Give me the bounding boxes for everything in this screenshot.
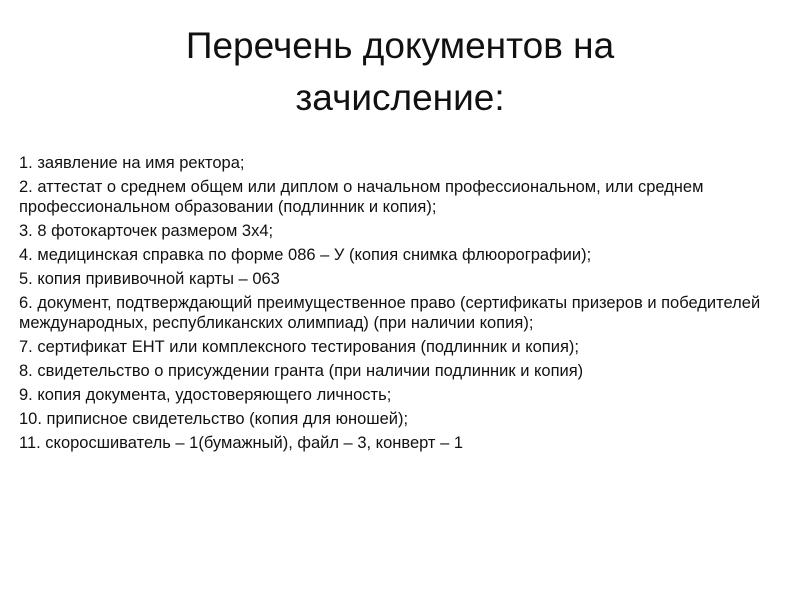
- list-item: 4. медицинская справка по форме 086 – У (копия снимка флюорографии);: [19, 246, 592, 264]
- list-item: 10. приписное свидетельство (копия для юношей);: [19, 410, 409, 428]
- list-item: 6. документ, подтверждающий преимущественное право (сертификаты призеров и победителей международных, республиканских олимпиад) (при наличии копия);: [19, 294, 761, 332]
- slide-title-line-2: зачисление:: [295, 77, 505, 118]
- list-item: 8. свидетельство о присуждении гранта (при наличии подлинник и копия): [19, 362, 584, 380]
- slide-title-line-1: Перечень документов на: [185, 25, 615, 66]
- list-item: 5. копия прививочной карты – 063: [19, 270, 280, 288]
- list-item: 7. сертификат ЕНТ или комплексного тестирования (подлинник и копия);: [19, 338, 579, 356]
- documents-list: [19, 153, 789, 457]
- list-item: 9. копия документа, удостоверяющего личность;: [19, 386, 392, 404]
- list-item: 2. аттестат о среднем общем или диплом о начальном профессиональном, или среднем профессиональном образовании (подлинник и копия);: [19, 178, 704, 216]
- list-item: 3. 8 фотокарточек размером 3х4;: [19, 222, 274, 240]
- slide-title: [100, 20, 700, 124]
- list-item: 1. заявление на имя ректора;: [19, 154, 245, 172]
- list-item: 11. скоросшиватель – 1(бумажный), файл – 3, конверт – 1: [19, 434, 464, 452]
